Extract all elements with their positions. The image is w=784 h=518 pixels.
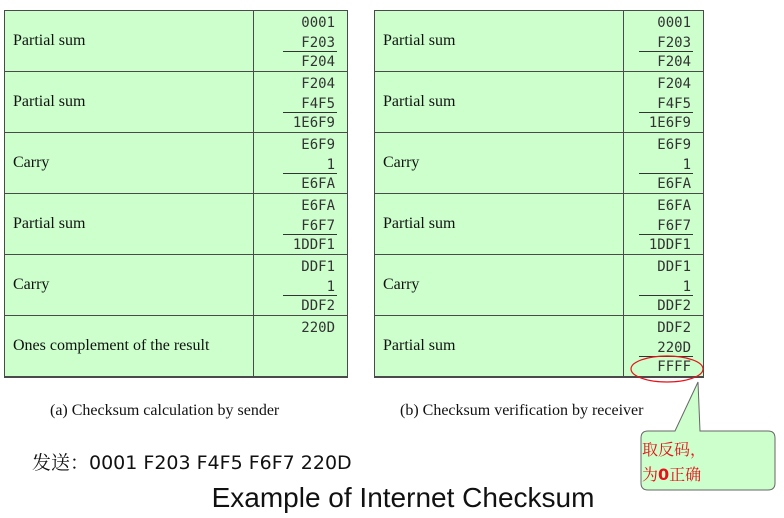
row-label: Partial sum — [383, 32, 456, 49]
ffff-highlight-circle — [631, 356, 703, 382]
hex-value: 1DDF1 — [292, 237, 335, 253]
hex-value: 1E6F9 — [292, 115, 335, 131]
hex-value: 1 — [301, 278, 335, 298]
hex-value: F203 — [657, 34, 691, 54]
hex-value: F204 — [301, 54, 335, 70]
callout-line-2-prefix: 为 — [642, 465, 659, 484]
hex-value: F204 — [657, 76, 691, 92]
hex-value: E6FA — [657, 176, 691, 192]
hex-value: 0001 — [657, 15, 691, 31]
hex-value: F4F5 — [649, 95, 691, 115]
receiver-caption: (b) Checksum verification by receiver — [400, 402, 644, 419]
row-label: Partial sum — [383, 337, 456, 354]
row-label: Ones complement of the result — [13, 337, 210, 354]
callout-line-1: 取反码， — [642, 440, 707, 459]
hex-value: F6F7 — [649, 217, 691, 237]
hex-value: E6FA — [301, 198, 335, 214]
row-label: Partial sum — [13, 215, 86, 232]
row-label: Partial sum — [383, 215, 456, 232]
hex-value: 1 — [657, 156, 691, 176]
hex-value: E6F9 — [657, 137, 691, 153]
row-label: Carry — [383, 276, 420, 293]
sent-data-line: 发送：0001 F203 F4F5 F6F7 220D — [32, 452, 352, 474]
sender-caption: (a) Checksum calculation by sender — [50, 402, 280, 419]
hex-value: DDF2 — [301, 298, 335, 314]
hex-value: F203 — [301, 34, 335, 54]
hex-value: F204 — [657, 54, 691, 70]
row-label: Partial sum — [383, 93, 456, 110]
hex-value: DDF2 — [657, 298, 691, 314]
callout-line-2 — [642, 462, 774, 487]
row-label: Carry — [13, 154, 50, 171]
hex-value: 1 — [657, 278, 691, 298]
hex-value: 220D — [301, 320, 335, 336]
hex-value: DDF1 — [301, 259, 335, 275]
hex-value: DDF2 — [657, 320, 691, 336]
hex-value: F204 — [301, 76, 335, 92]
row-label: Partial sum — [13, 32, 86, 49]
callout-line-2-suffix: 正确 — [669, 465, 702, 484]
callout-note — [642, 437, 774, 487]
hex-value: F6F7 — [293, 217, 335, 237]
hex-value: E6FA — [301, 176, 335, 192]
callout-line-2-bold: 0 — [658, 465, 670, 484]
row-label: Carry — [383, 154, 420, 171]
page-title: Example of Internet Checksum — [211, 482, 595, 513]
hex-value: 1E6F9 — [648, 115, 691, 131]
hex-value: 220D — [657, 339, 691, 359]
hex-value: 1 — [301, 156, 335, 176]
hex-value: FFFF — [657, 359, 691, 375]
hex-value: F4F5 — [293, 95, 335, 115]
row-label: Carry — [13, 276, 50, 293]
row-label: Partial sum — [13, 93, 86, 110]
hex-value: E6F9 — [301, 137, 335, 153]
hex-value: E6FA — [657, 198, 691, 214]
hex-value: 0001 — [301, 15, 335, 31]
hex-value: DDF1 — [657, 259, 691, 275]
hex-value: 1DDF1 — [648, 237, 691, 253]
